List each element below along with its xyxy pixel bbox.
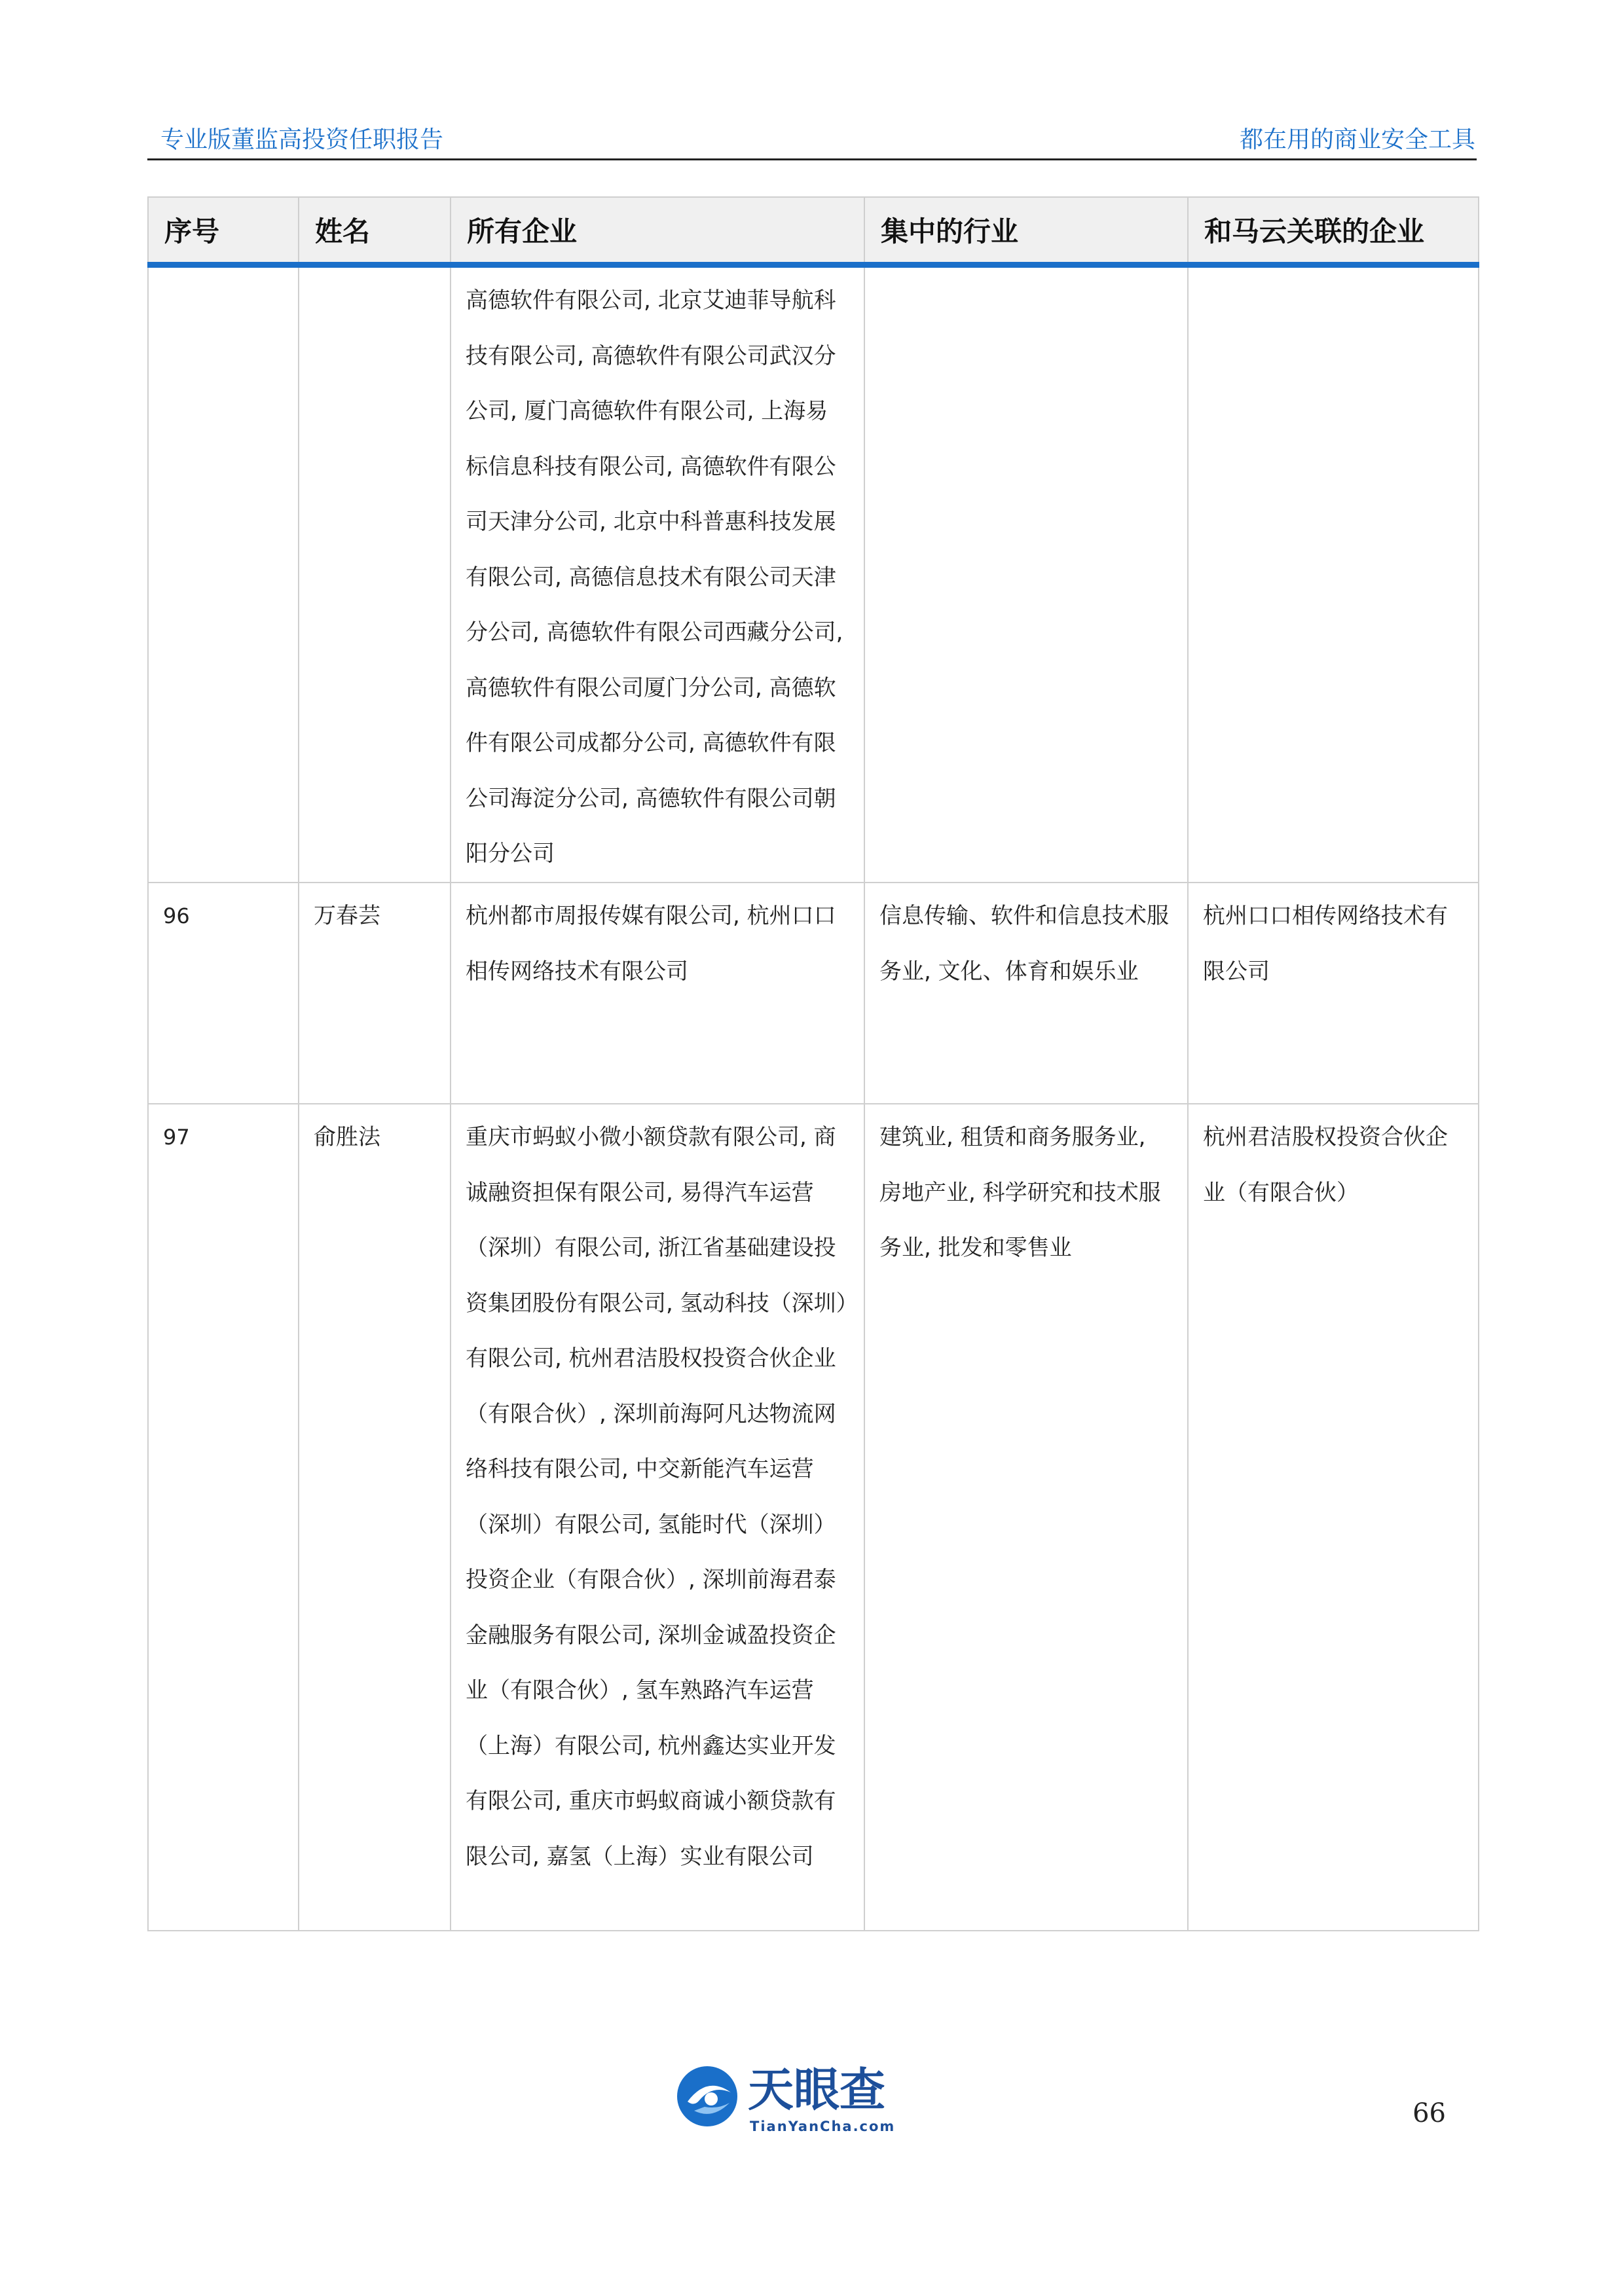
executive-investment-table xyxy=(147,196,1479,1931)
cell-name: 俞胜法 xyxy=(299,1104,451,1931)
tianyancha-eye-icon xyxy=(674,2064,740,2129)
cell-related: 杭州口口相传网络技术有限公司 xyxy=(1188,883,1479,1104)
column-header-related: 和马云关联的企业 xyxy=(1188,197,1479,265)
cell-related xyxy=(1188,265,1479,883)
table-row xyxy=(148,1104,1479,1931)
cell-name xyxy=(299,265,451,883)
header-divider xyxy=(147,158,1477,160)
header-slogan: 都在用的商业安全工具 xyxy=(1239,126,1475,153)
table-row xyxy=(148,265,1479,883)
column-header-index: 序号 xyxy=(148,197,299,265)
report-title: 专业版董监高投资任职报告 xyxy=(160,126,444,153)
cell-companies: 高德软件有限公司, 北京艾迪菲导航科技有限公司, 高德软件有限公司武汉分公司, 厦门高德软件有限公司, 上海易标信息科技有限公司, 高德软件有限公司天津分公司, 北京中科普惠科技发展有限公司, 高德信息技术有限公司天津分公司, 高德软件有限公司西藏分公司, 高德软件有限公司厦门分公司, 高德软件有限公司成都分公司, 高德软件有限公司海淀分公司, 高德软件有限公司朝阳分公司 xyxy=(451,265,864,883)
logo-text: 天眼查 xyxy=(748,2063,885,2117)
cell-name: 万春芸 xyxy=(299,883,451,1104)
logo-url: TianYanCha.com xyxy=(750,2119,896,2134)
tianyancha-logo xyxy=(674,2061,950,2140)
cell-index: 96 xyxy=(148,883,299,1104)
cell-industries xyxy=(864,265,1188,883)
cell-index: 97 xyxy=(148,1104,299,1931)
cell-index xyxy=(148,265,299,883)
cell-companies: 重庆市蚂蚁小微小额贷款有限公司, 商诚融资担保有限公司, 易得汽车运营（深圳）有限公司, 浙江省基础建设投资集团股份有限公司, 氢动科技（深圳）有限公司, 杭州君洁股权投资合伙企业（有限合伙）, 深圳前海阿凡达物流网络科技有限公司, 中交新能汽车运营（深圳）有限公司, 氢能时代（深圳）投资企业（有限合伙）, 深圳前海君泰金融服务有限公司, 深圳金诚盈投资企业（有限合伙）, 氢车熟路汽车运营（上海）有限公司, 杭州鑫达实业开发有限公司, 重庆市蚂蚁商诚小额贷款有限公司, 嘉氢（上海）实业有限公司 xyxy=(451,1104,864,1931)
cell-related: 杭州君洁股权投资合伙企业（有限合伙） xyxy=(1188,1104,1479,1931)
cell-companies: 杭州都市周报传媒有限公司, 杭州口口相传网络技术有限公司 xyxy=(451,883,864,1104)
cell-industries: 信息传输、软件和信息技术服务业, 文化、体育和娱乐业 xyxy=(864,883,1188,1104)
column-header-name: 姓名 xyxy=(299,197,451,265)
table-header-row xyxy=(148,197,1479,265)
page-number: 66 xyxy=(1412,2098,1446,2128)
table-row xyxy=(148,883,1479,1104)
cell-industries: 建筑业, 租赁和商务服务业, 房地产业, 科学研究和技术服务业, 批发和零售业 xyxy=(864,1104,1188,1931)
column-header-industries: 集中的行业 xyxy=(864,197,1188,265)
column-header-companies: 所有企业 xyxy=(451,197,864,265)
